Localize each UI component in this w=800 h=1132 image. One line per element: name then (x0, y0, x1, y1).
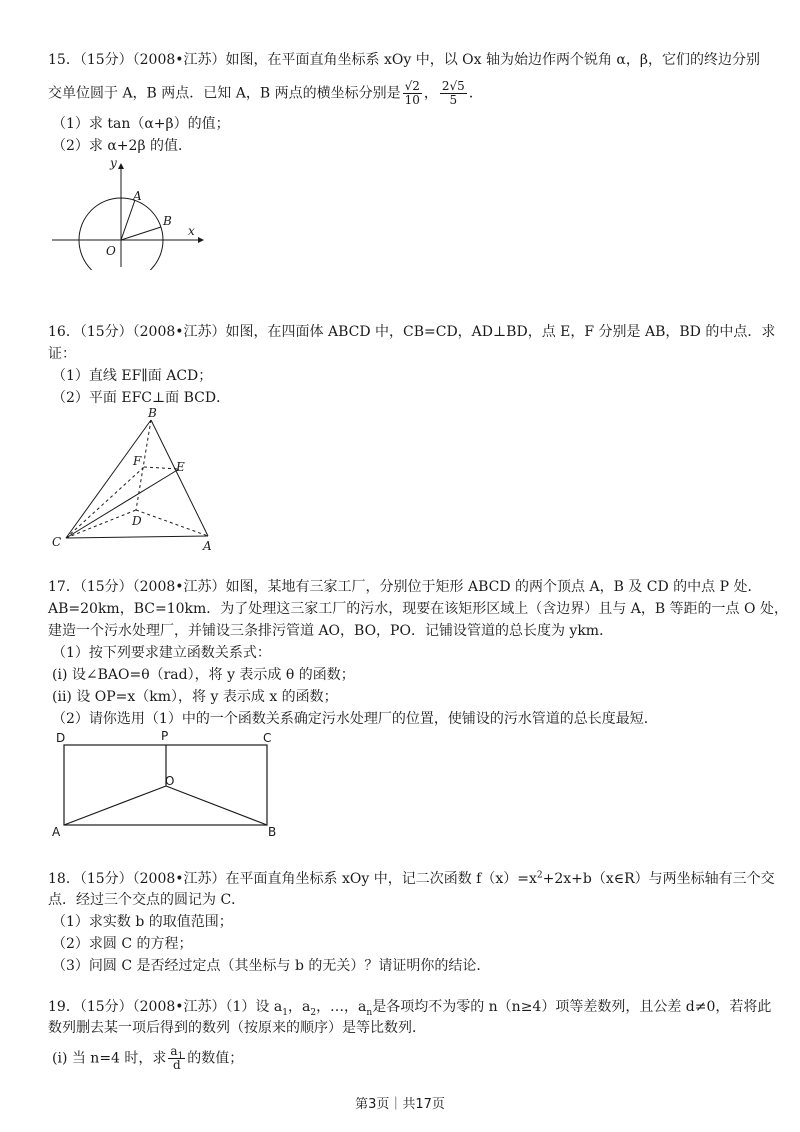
p17-qii: (ii) 设 OP=x（km），将 y 表示成 x 的函数； (52, 689, 338, 705)
label-f: F (133, 454, 142, 468)
p17-line1: 17．（15分）（2008•江苏）如图，某地有三家工厂，分别位于矩形 ABCD 的两个顶点 A，B 及 CD 的中点 P 处． (48, 579, 762, 595)
p19-frac-den: d (173, 1058, 181, 1072)
p15-line2 (48, 80, 483, 107)
p18-line1-a: 18．（15分）（2008•江苏）在平面直角坐标系 xOy 中，记二次函数 f（x）=x (48, 871, 537, 887)
label-a: A (52, 825, 61, 839)
p15-frac2 (440, 80, 467, 107)
p19-line1-a: 19．（15分）（2008•江苏）（1）设 a (48, 999, 283, 1015)
p15-line1: 15．（15分）（2008•江苏）如图，在平面直角坐标系 xOy 中，以 Ox 轴为始边作两个锐角 α，β，它们的终边分别 (48, 52, 760, 68)
p19-sub1: 1 (282, 1007, 288, 1018)
page-footer: 第3页｜共17页 (355, 1097, 445, 1112)
pipe-bo (166, 786, 267, 825)
p16-line2: 证： (48, 346, 76, 362)
p15-end: ． (468, 85, 483, 102)
p19-frac-num (168, 1044, 185, 1062)
label-p: P (161, 729, 169, 743)
edge-ce (66, 469, 179, 538)
label-b: B (268, 825, 277, 839)
p18-q3: （3）问圆 C 是否经过定点（其坐标与 b 的无关）？请证明你的结论． (52, 958, 491, 974)
p18-q2: （2）求圆 C 的方程； (52, 936, 193, 952)
label-c: C (52, 535, 62, 549)
p15-frac1-num: √2 (404, 79, 420, 93)
p19-qi-pre: (i) 当 n=4 时，求 (52, 1050, 167, 1067)
p19-frac (168, 1045, 185, 1072)
p17-figure-rectangle (48, 728, 288, 843)
p16-line1: 16．（15分）（2008•江苏）如图，在四面体 ABCD 中，CB=CD，AD⊥BD，点 E，F 分别是 AB，BD 的中点．求 (48, 324, 776, 340)
p17-qi: (i) 设∠BAO=θ（rad），将 y 表示成 θ 的函数； (52, 667, 355, 683)
p15-figure-unit-circle (48, 155, 208, 270)
p19-subn: n (366, 1007, 373, 1018)
label-b: B (163, 214, 172, 228)
x-axis-arrow (198, 237, 204, 243)
p18-q1: （1）求实数 b 的取值范围； (52, 914, 233, 930)
p19-c1: ，a (287, 999, 311, 1015)
p17-q1: （1）按下列要求建立函数关系式： (52, 645, 271, 661)
p19-sub2: 2 (310, 1007, 317, 1018)
p15-frac2-num: 2√5 (441, 79, 465, 93)
p17-line2: AB=20km，BC=10km．为了处理这三家工厂的污水，现要在该矩形区域上（含边界）且与 A，B 等距的一点 O 处， (48, 601, 788, 617)
label-a: A (203, 539, 212, 553)
p18-line2: 点．经过三个交点的圆记为 C． (48, 892, 246, 908)
label-b: B (148, 406, 157, 420)
y-axis-arrow (118, 163, 124, 169)
p17-q2: （2）请你选用（1）中的一个函数关系确定污水处理厂的位置，使铺设的污水管道的总长度最短． (52, 711, 658, 727)
label-a: A (133, 189, 142, 203)
p18-sup: 2 (536, 870, 543, 881)
p19-frac-num-sub: 1 (177, 1051, 184, 1062)
p15-frac1-den: 10 (404, 93, 420, 107)
p18-line1 (48, 869, 775, 889)
label-c: C (263, 731, 272, 745)
ray-ob (121, 227, 161, 240)
p19-line1-b: 是各项均不为零的 n（n≥4）项等差数列，且公差 d≠0，若将此 (372, 999, 772, 1015)
p19-frac-num-a: a (170, 1044, 178, 1058)
p19-c2: ，…，a (316, 999, 367, 1015)
p17-line3: 建造一个污水处理厂，并铺设三条排污管道 AO，BO，PO．记铺设管道的总长度为 ykm． (48, 623, 614, 639)
p19-line1 (48, 997, 771, 1017)
label-o: O (106, 244, 116, 258)
label-e: E (176, 460, 185, 474)
p15-q2: （2）求 α+2β 的值． (52, 138, 192, 154)
p15-sep: ， (423, 85, 438, 102)
p15-frac1 (403, 80, 422, 107)
p15-frac2-den: 5 (449, 93, 458, 107)
p19-qi (52, 1045, 243, 1072)
p15-q1: （1）求 tan（α+β）的值； (52, 116, 230, 132)
label-y: y (110, 156, 117, 170)
pipe-ao (64, 786, 166, 825)
label-d: D (56, 731, 66, 745)
ray-oa (121, 200, 135, 240)
p15-line2-text: 交单位圆于 A，B 两点．已知 A，B 两点的横坐标分别是 (48, 85, 401, 102)
label-o: O (165, 774, 175, 788)
p19-line2: 数列删去某一项后得到的数列（按原来的顺序）是等比数列． (48, 1020, 426, 1036)
p16-q2: （2）平面 EFC⊥面 BCD． (52, 390, 231, 406)
label-d: D (132, 514, 142, 528)
label-x: x (188, 224, 195, 238)
edge-ca (66, 536, 208, 538)
p18-line1-b: +2x+b（x∈R）与两坐标轴有三个交 (542, 871, 775, 887)
p16-figure-tetrahedron (48, 405, 228, 555)
p19-qi-post: 的数值； (187, 1050, 244, 1067)
p16-q1: （1）直线 EF∥面 ACD； (52, 368, 213, 384)
